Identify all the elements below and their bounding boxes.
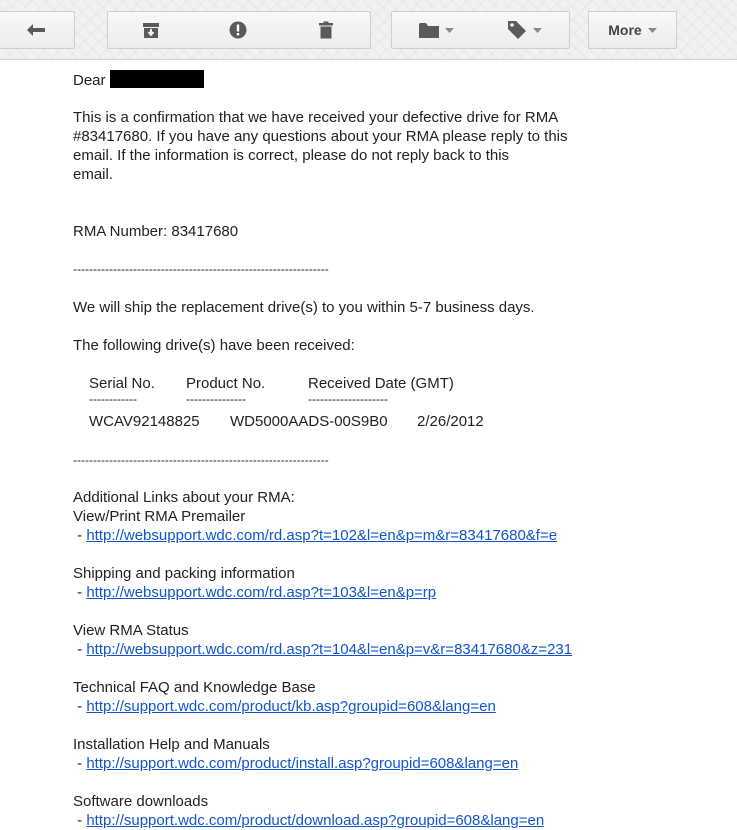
table-header-date: Received Date (GMT) [308,375,454,392]
software-downloads-link[interactable]: http://support.wdc.com/product/download.asp?groupid=608&lang=en [86,812,545,829]
install-help-link[interactable]: http://support.wdc.com/product/install.asp?groupid=608&lang=en [86,755,519,772]
labels-button[interactable] [480,11,570,49]
link-prefix: - [73,755,87,772]
reply-button[interactable] [0,11,75,49]
intro-line: email. If the information is correct, please do not reply back to this [73,147,510,164]
links-heading: Additional Links about your RMA: [73,489,295,506]
link-row [73,640,572,659]
link-title: Software downloads [73,793,209,810]
link-row [73,697,496,716]
link-prefix: - [73,527,87,544]
table-underline: --------------- [186,392,246,406]
separator: ---------------------------------------------------------------- [73,262,329,276]
greeting: Dear [73,72,106,89]
link-row [73,811,544,830]
link-prefix: - [73,812,87,829]
move-to-button[interactable] [391,11,481,49]
link-prefix: - [73,584,87,601]
table-cell-serial: WCAV92148825 [89,413,200,430]
chevron-down-icon [648,28,657,33]
received-heading: The following drive(s) have been received: [73,337,355,354]
intro-line: #83417680. If you have any questions about your RMA please reply to this [73,128,568,145]
archive-button[interactable] [107,11,195,49]
report-spam-button[interactable] [194,11,282,49]
link-row [73,526,557,545]
intro-line: email. [73,166,114,183]
rma-status-link[interactable]: http://websupport.wdc.com/rd.asp?t=104&l=en&p=v&r=83417680&z=231 [86,641,573,658]
link-title: View RMA Status [73,622,189,639]
chevron-down-icon [533,28,542,33]
link-prefix: - [73,641,87,658]
link-row [73,583,436,602]
reply-icon [26,23,46,37]
link-title: Shipping and packing information [73,565,295,582]
knowledge-base-link[interactable]: http://support.wdc.com/product/kb.asp?groupid=608&lang=en [86,698,496,715]
shipping-info-link[interactable]: http://websupport.wdc.com/rd.asp?t=103&l=en&p=rp [86,584,437,601]
table-cell-date: 2/26/2012 [417,413,484,430]
link-title: View/Print RMA Premailer [73,508,246,525]
toolbar [0,0,737,60]
link-row [73,754,518,773]
report-spam-icon [229,21,247,39]
delete-button[interactable] [281,11,371,49]
archive-icon [142,21,160,39]
greeting-line [73,70,204,90]
link-title: Technical FAQ and Knowledge Base [73,679,316,696]
ship-notice: We will ship the replacement drive(s) to you within 5-7 business days. [73,299,535,316]
chevron-down-icon [445,28,454,33]
table-header-serial: Serial No. [89,375,155,392]
move-to-folder-icon [419,22,439,38]
premailer-link[interactable]: http://websupport.wdc.com/rd.asp?t=102&l=en&p=m&r=83417680&f=e [86,527,558,544]
link-title: Installation Help and Manuals [73,736,270,753]
table-underline: -------------------- [308,392,388,406]
table-underline: ------------ [89,392,137,406]
table-cell-product: WD5000AADS-00S9B0 [230,413,388,430]
intro-line: This is a confirmation that we have received your defective drive for RMA [73,109,559,126]
link-prefix: - [73,698,87,715]
redacted-name [110,70,204,88]
labels-icon [507,20,527,40]
table-header-product: Product No. [186,375,266,392]
separator: ---------------------------------------------------------------- [73,453,329,467]
more-button[interactable] [588,11,677,49]
more-label: More [608,22,642,38]
rma-number: RMA Number: 83417680 [73,223,239,240]
delete-icon [318,21,334,39]
